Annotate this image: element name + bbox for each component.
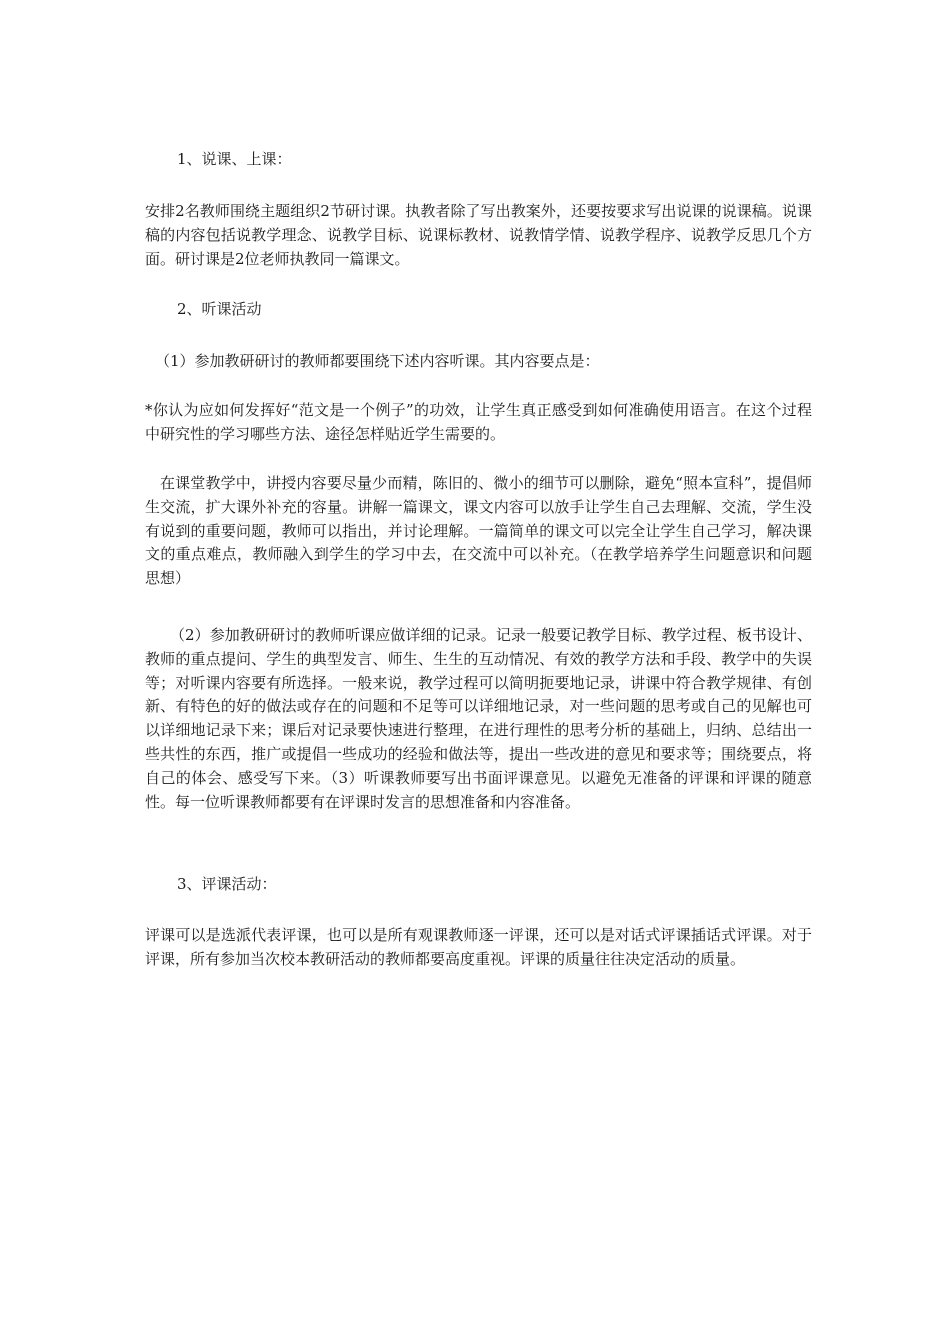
paragraph-listening-points: （1）参加教研研讨的教师都要围绕下述内容听课。其内容要点是： — [155, 352, 600, 370]
section-heading-3: 3、评课活动： — [177, 875, 277, 893]
paragraph-classroom-teaching: 在课堂教学中，讲授内容要尽量少而精，陈旧的、微小的细节可以删除，避免“照本宣科”，提倡师生交流，扩大课外补充的容量。讲解一篇课文，课文内容可以放手让学生自己去理解、交流，学生没有说到的重要问题，教师可以指出，并讨论理解。一篇简单的课文可以完全让学生自己学习，解决课文的重点难点，教师融入到学生的学习中去，在交流中可以补充。（在教学培养学生问题意识和问题思想） — [145, 474, 812, 588]
paragraph-evaluation: 评课可以是选派代表评课，也可以是所有观课教师逐一评课，还可以是对话式评课插话式评课。对于评课，所有参加当次校本教研活动的教师都要高度重视。评课的质量往往决定活动的质量。 — [145, 926, 812, 968]
paragraph-question: *你认为应如何发挥好“范文是一个例子”的功效，让学生真正感受到如何准确使用语言。在这个过程中研究性的学习哪些方法、途径怎样贴近学生需要的。 — [145, 401, 812, 443]
section-heading-2: 2、听课活动 — [177, 300, 262, 318]
paragraph-recording: （2）参加教研研讨的教师听课应做详细的记录。记录一般要记教学目标、教学过程、板书设计、教师的重点提问、学生的典型发言、师生、生生的互动情况、有效的教学方法和手段、教学中的失误等；对听课内容要有所选择。一般来说，教学过程可以简明扼要地记录，讲课中符合教学规律、有创新、有特色的好的做法或存在的问题和不足等可以详细地记录，对一些问题的思考或自己的见解也可以详细地记录下来；课后对记录要快速进行整理，在进行理性的思考分析的基础上，归纳、总结出一些共性的东西，推广或提倡一些成功的经验和做法等，提出一些改进的意见和要求等；围绕要点，将自己的体会、感受写下来。（3）听课教师要写出书面评课意见。以避免无准备的评课和评课的随意性。每一位听课教师都要有在评课时发言的思想准备和内容准备。 — [145, 626, 812, 811]
section-heading-1: 1、说课、上课： — [177, 150, 292, 168]
paragraph-lesson-arrangement: 安排2名教师围绕主题组织2节研讨课。执教者除了写出教案外，还要按要求写出说课的说课稿。说课稿的内容包括说教学理念、说教学目标、说课标教材、说教情学情、说教学程序、说教学反思几个方面。研讨课是2位老师执教同一篇课文。 — [145, 202, 812, 268]
